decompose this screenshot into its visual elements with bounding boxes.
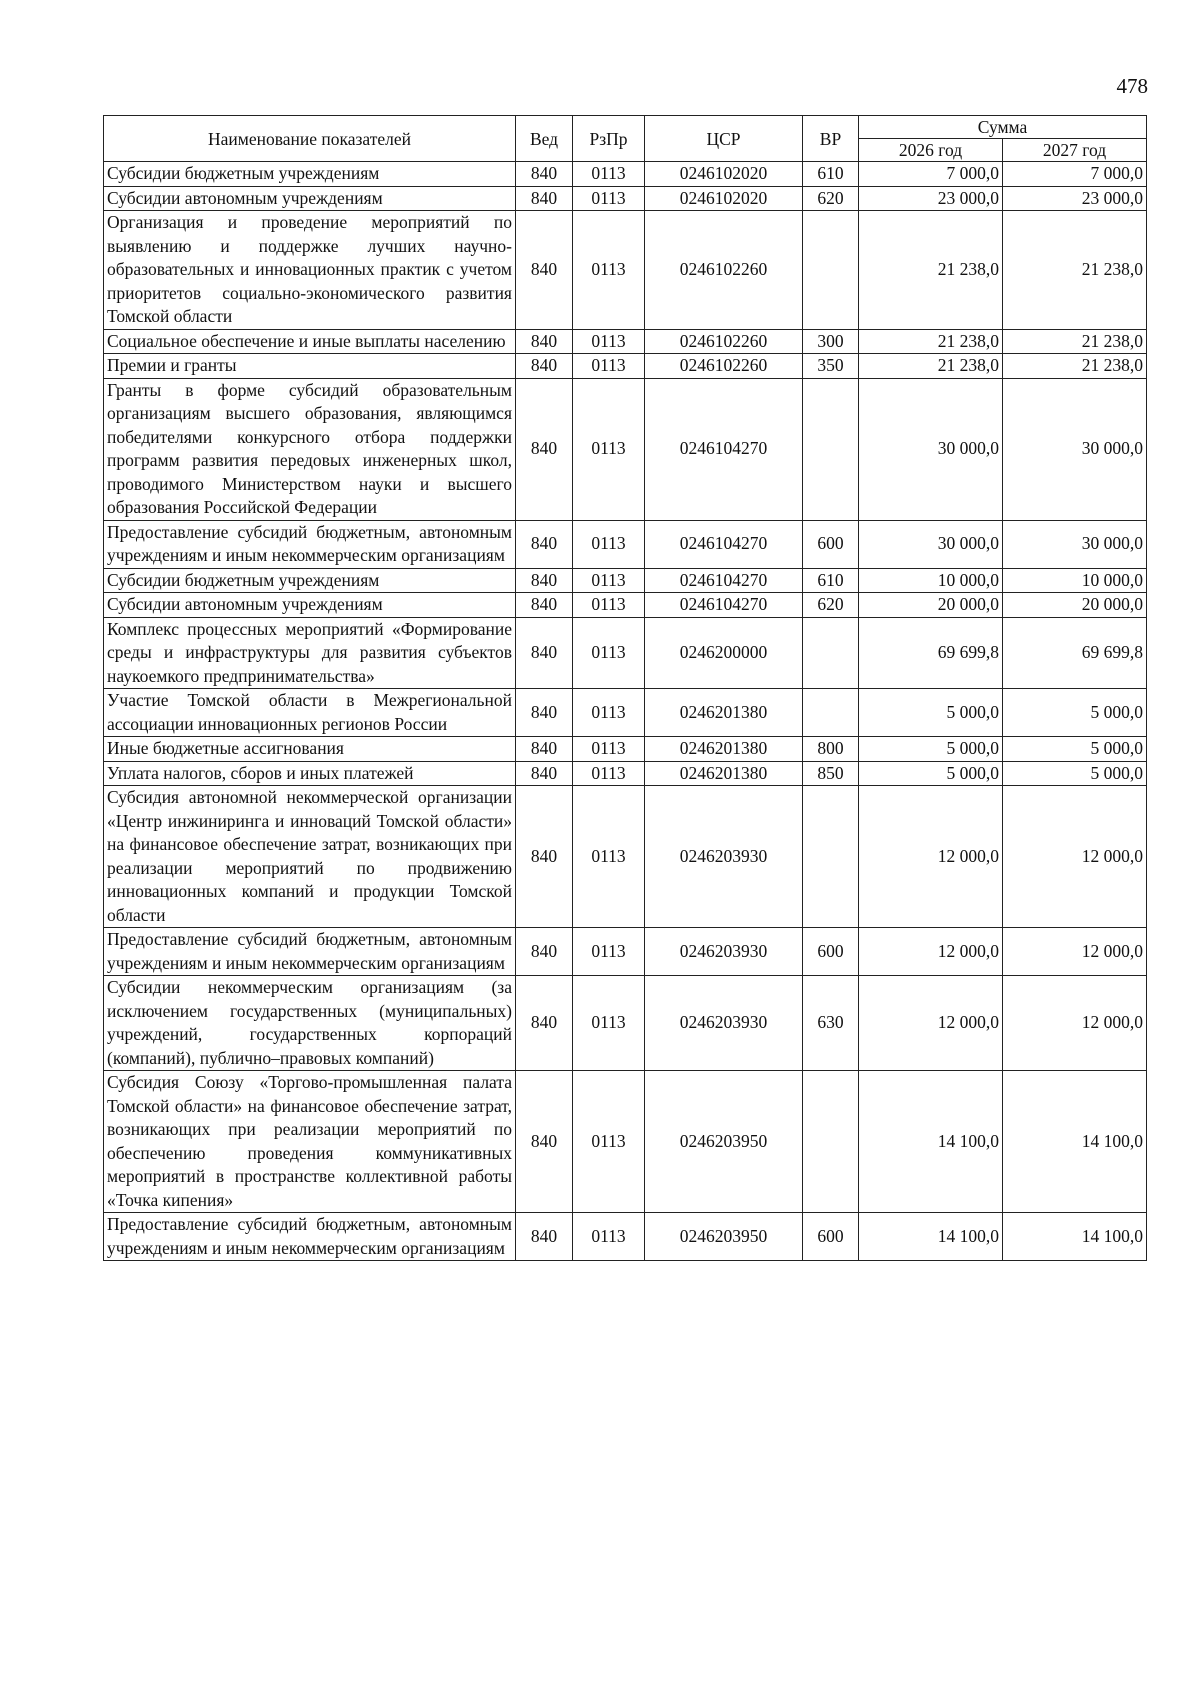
table-row xyxy=(104,737,1147,762)
cell-ved: 840 xyxy=(516,928,573,976)
header-csr: ЦСР xyxy=(645,116,803,162)
cell-csr: 0246201380 xyxy=(645,761,803,786)
cell-sum-2026: 20 000,0 xyxy=(859,593,1003,618)
cell-sum-2026: 30 000,0 xyxy=(859,378,1003,520)
table-row xyxy=(104,593,1147,618)
table-row xyxy=(104,162,1147,187)
table-row xyxy=(104,761,1147,786)
cell-csr: 0246201380 xyxy=(645,737,803,762)
cell-ved: 840 xyxy=(516,1071,573,1213)
cell-name: Социальное обеспечение и иные выплаты населению xyxy=(104,329,516,354)
cell-ved: 840 xyxy=(516,162,573,187)
header-sum: Сумма xyxy=(859,116,1147,139)
cell-ved: 840 xyxy=(516,976,573,1071)
header-vr: ВР xyxy=(803,116,859,162)
cell-csr: 0246104270 xyxy=(645,520,803,568)
cell-rzpr: 0113 xyxy=(573,786,645,928)
cell-ved: 840 xyxy=(516,186,573,211)
cell-rzpr: 0113 xyxy=(573,761,645,786)
cell-sum-2027: 14 100,0 xyxy=(1003,1071,1147,1213)
table-row xyxy=(104,1213,1147,1261)
cell-sum-2026: 5 000,0 xyxy=(859,689,1003,737)
cell-csr: 0246104270 xyxy=(645,378,803,520)
cell-name: Предоставление субсидий бюджетным, автономным учреждениям и иным некоммерческим организациям xyxy=(104,1213,516,1261)
table-row xyxy=(104,378,1147,520)
cell-sum-2026: 14 100,0 xyxy=(859,1071,1003,1213)
cell-vr xyxy=(803,378,859,520)
cell-vr: 620 xyxy=(803,593,859,618)
cell-sum-2027: 5 000,0 xyxy=(1003,689,1147,737)
cell-vr: 630 xyxy=(803,976,859,1071)
cell-sum-2026: 14 100,0 xyxy=(859,1213,1003,1261)
cell-rzpr: 0113 xyxy=(573,976,645,1071)
header-name: Наименование показателей xyxy=(104,116,516,162)
cell-sum-2026: 10 000,0 xyxy=(859,568,1003,593)
cell-csr: 0246200000 xyxy=(645,617,803,689)
cell-sum-2027: 69 699,8 xyxy=(1003,617,1147,689)
cell-name: Субсидии бюджетным учреждениям xyxy=(104,162,516,187)
cell-sum-2027: 7 000,0 xyxy=(1003,162,1147,187)
cell-vr: 610 xyxy=(803,162,859,187)
cell-sum-2027: 12 000,0 xyxy=(1003,786,1147,928)
cell-csr: 0246102260 xyxy=(645,329,803,354)
cell-ved: 840 xyxy=(516,354,573,379)
cell-ved: 840 xyxy=(516,329,573,354)
cell-sum-2027: 21 238,0 xyxy=(1003,354,1147,379)
cell-name: Субсидии автономным учреждениям xyxy=(104,593,516,618)
header-year-2026: 2026 год xyxy=(859,139,1003,162)
cell-rzpr: 0113 xyxy=(573,1071,645,1213)
cell-vr: 350 xyxy=(803,354,859,379)
header-ved: Вед xyxy=(516,116,573,162)
table-body xyxy=(104,162,1147,1261)
cell-vr: 300 xyxy=(803,329,859,354)
cell-rzpr: 0113 xyxy=(573,329,645,354)
cell-sum-2027: 5 000,0 xyxy=(1003,737,1147,762)
cell-sum-2026: 5 000,0 xyxy=(859,761,1003,786)
cell-vr xyxy=(803,1071,859,1213)
table-row xyxy=(104,520,1147,568)
cell-vr: 620 xyxy=(803,186,859,211)
cell-ved: 840 xyxy=(516,378,573,520)
cell-sum-2027: 23 000,0 xyxy=(1003,186,1147,211)
cell-csr: 0246203950 xyxy=(645,1071,803,1213)
cell-rzpr: 0113 xyxy=(573,617,645,689)
table-row xyxy=(104,928,1147,976)
cell-csr: 0246102020 xyxy=(645,186,803,211)
table-row xyxy=(104,354,1147,379)
table-row xyxy=(104,329,1147,354)
table-row xyxy=(104,568,1147,593)
cell-sum-2026: 21 238,0 xyxy=(859,211,1003,330)
cell-rzpr: 0113 xyxy=(573,568,645,593)
cell-rzpr: 0113 xyxy=(573,737,645,762)
cell-name: Организация и проведение мероприятий по выявлению и поддержке лучших научно-образовательных и инновационных практик с учетом приоритетов социально-экономического развития Томской области xyxy=(104,211,516,330)
cell-vr: 600 xyxy=(803,1213,859,1261)
cell-sum-2027: 14 100,0 xyxy=(1003,1213,1147,1261)
cell-sum-2026: 21 238,0 xyxy=(859,329,1003,354)
table-row xyxy=(104,689,1147,737)
cell-rzpr: 0113 xyxy=(573,378,645,520)
cell-vr: 850 xyxy=(803,761,859,786)
cell-name: Предоставление субсидий бюджетным, автономным учреждениям и иным некоммерческим организациям xyxy=(104,520,516,568)
cell-ved: 840 xyxy=(516,568,573,593)
cell-name: Участие Томской области в Межрегиональной ассоциации инновационных регионов России xyxy=(104,689,516,737)
cell-ved: 840 xyxy=(516,761,573,786)
cell-sum-2026: 23 000,0 xyxy=(859,186,1003,211)
cell-name: Иные бюджетные ассигнования xyxy=(104,737,516,762)
cell-sum-2027: 30 000,0 xyxy=(1003,378,1147,520)
cell-name: Субсидии некоммерческим организациям (за исключением государственных (муниципальных) учреждений, государственных корпораций (компаний), публично–правовых компаний) xyxy=(104,976,516,1071)
cell-name: Субсидии бюджетным учреждениям xyxy=(104,568,516,593)
cell-sum-2026: 7 000,0 xyxy=(859,162,1003,187)
cell-rzpr: 0113 xyxy=(573,211,645,330)
cell-rzpr: 0113 xyxy=(573,1213,645,1261)
header-year-2027: 2027 год xyxy=(1003,139,1147,162)
cell-name: Уплата налогов, сборов и иных платежей xyxy=(104,761,516,786)
cell-vr xyxy=(803,617,859,689)
cell-sum-2026: 12 000,0 xyxy=(859,786,1003,928)
cell-ved: 840 xyxy=(516,617,573,689)
cell-csr: 0246203930 xyxy=(645,928,803,976)
cell-ved: 840 xyxy=(516,593,573,618)
cell-sum-2027: 12 000,0 xyxy=(1003,928,1147,976)
cell-sum-2026: 21 238,0 xyxy=(859,354,1003,379)
cell-csr: 0246104270 xyxy=(645,568,803,593)
cell-rzpr: 0113 xyxy=(573,520,645,568)
table-row xyxy=(104,1071,1147,1213)
cell-csr: 0246203950 xyxy=(645,1213,803,1261)
cell-csr: 0246201380 xyxy=(645,689,803,737)
cell-csr: 0246102020 xyxy=(645,162,803,187)
cell-sum-2027: 12 000,0 xyxy=(1003,976,1147,1071)
table-row xyxy=(104,617,1147,689)
cell-sum-2026: 12 000,0 xyxy=(859,976,1003,1071)
cell-name: Комплекс процессных мероприятий «Формирование среды и инфраструктуры для развития субъектов наукоемкого предпринимательства» xyxy=(104,617,516,689)
table-row xyxy=(104,976,1147,1071)
cell-vr: 600 xyxy=(803,928,859,976)
cell-csr: 0246104270 xyxy=(645,593,803,618)
cell-rzpr: 0113 xyxy=(573,354,645,379)
cell-vr xyxy=(803,786,859,928)
cell-ved: 840 xyxy=(516,1213,573,1261)
cell-vr xyxy=(803,689,859,737)
cell-ved: 840 xyxy=(516,520,573,568)
cell-ved: 840 xyxy=(516,786,573,928)
cell-rzpr: 0113 xyxy=(573,689,645,737)
cell-ved: 840 xyxy=(516,737,573,762)
table-header xyxy=(104,116,1147,162)
cell-sum-2026: 69 699,8 xyxy=(859,617,1003,689)
cell-sum-2026: 30 000,0 xyxy=(859,520,1003,568)
cell-rzpr: 0113 xyxy=(573,928,645,976)
cell-rzpr: 0113 xyxy=(573,162,645,187)
page-number: 478 xyxy=(1116,74,1148,98)
cell-rzpr: 0113 xyxy=(573,186,645,211)
cell-rzpr: 0113 xyxy=(573,593,645,618)
cell-name: Предоставление субсидий бюджетным, автономным учреждениям и иным некоммерческим организациям xyxy=(104,928,516,976)
cell-sum-2027: 10 000,0 xyxy=(1003,568,1147,593)
cell-sum-2027: 5 000,0 xyxy=(1003,761,1147,786)
cell-sum-2027: 20 000,0 xyxy=(1003,593,1147,618)
cell-vr xyxy=(803,211,859,330)
cell-sum-2026: 12 000,0 xyxy=(859,928,1003,976)
header-rzpr: РзПр xyxy=(573,116,645,162)
budget-table xyxy=(103,115,1147,1261)
cell-name: Субсидии автономным учреждениям xyxy=(104,186,516,211)
cell-csr: 0246203930 xyxy=(645,976,803,1071)
cell-sum-2027: 21 238,0 xyxy=(1003,329,1147,354)
cell-csr: 0246102260 xyxy=(645,354,803,379)
cell-sum-2027: 30 000,0 xyxy=(1003,520,1147,568)
cell-name: Субсидия Союзу «Торгово-промышленная палата Томской области» на финансовое обеспечение затрат, возникающих при реализации мероприятий по обеспечению проведения коммуникативных мероприятий в пространстве коллективной работы «Точка кипения» xyxy=(104,1071,516,1213)
cell-sum-2026: 5 000,0 xyxy=(859,737,1003,762)
cell-name: Субсидия автономной некоммерческой организации «Центр инжиниринга и инноваций Томской области» на финансовое обеспечение затрат, возникающих при реализации мероприятий по продвижению инновационных компаний и продукции Томской области xyxy=(104,786,516,928)
cell-vr: 800 xyxy=(803,737,859,762)
table-row xyxy=(104,186,1147,211)
cell-vr: 610 xyxy=(803,568,859,593)
cell-name: Премии и гранты xyxy=(104,354,516,379)
table-row xyxy=(104,211,1147,330)
cell-ved: 840 xyxy=(516,689,573,737)
cell-vr: 600 xyxy=(803,520,859,568)
cell-name: Гранты в форме субсидий образовательным организациям высшего образования, являющимся победителями конкурсного отбора поддержки программ развития передовых инженерных школ, проводимого Министерством науки и высшего образования Российской Федерации xyxy=(104,378,516,520)
table-row xyxy=(104,786,1147,928)
cell-sum-2027: 21 238,0 xyxy=(1003,211,1147,330)
cell-ved: 840 xyxy=(516,211,573,330)
cell-csr: 0246102260 xyxy=(645,211,803,330)
cell-csr: 0246203930 xyxy=(645,786,803,928)
